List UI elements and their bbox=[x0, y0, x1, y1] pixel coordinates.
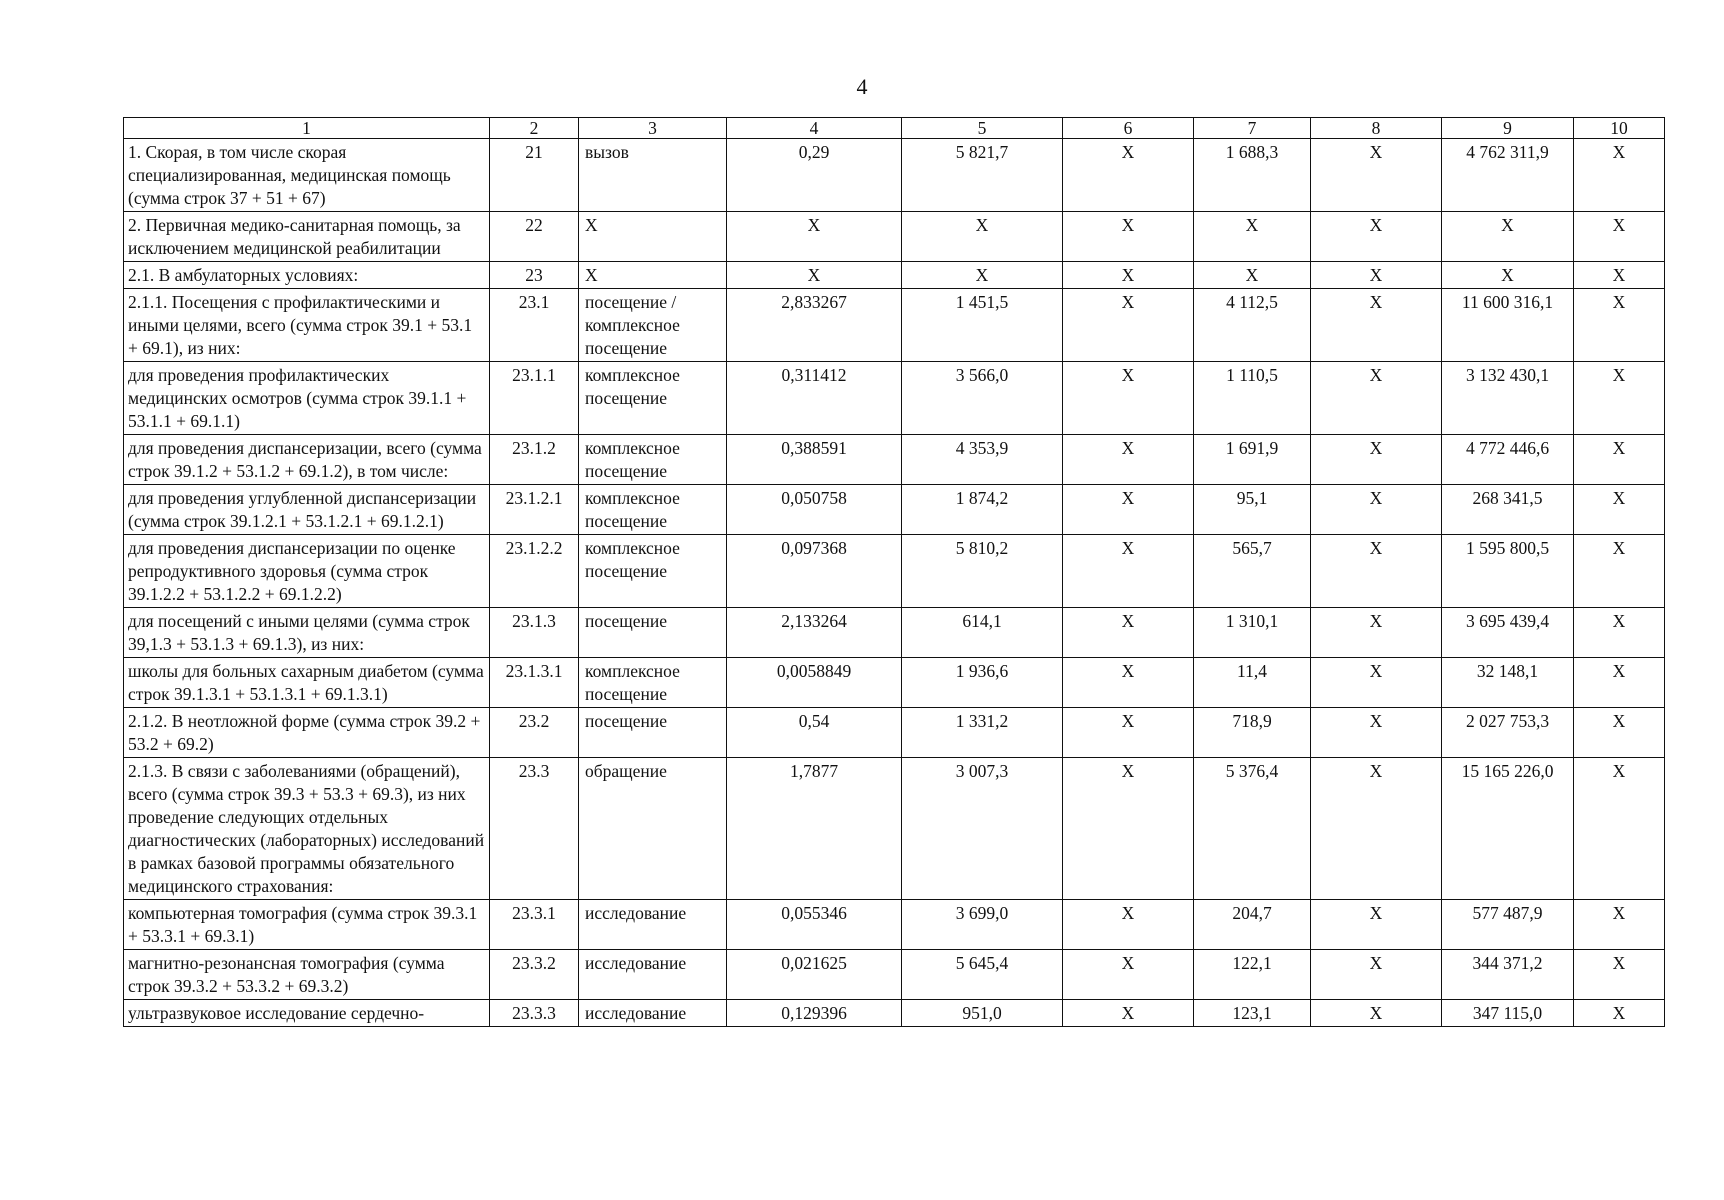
row-col7-cell: 1 688,3 bbox=[1194, 139, 1311, 212]
row-col10-cell: X bbox=[1574, 535, 1665, 608]
row-col9-cell: 11 600 316,1 bbox=[1442, 289, 1574, 362]
data-table bbox=[123, 117, 1665, 1027]
row-col5-cell: 1 936,6 bbox=[902, 658, 1063, 708]
row-col4-cell: X bbox=[727, 212, 902, 262]
row-col5-cell: 5 821,7 bbox=[902, 139, 1063, 212]
table-row bbox=[124, 900, 1665, 950]
row-col6-cell: X bbox=[1063, 1000, 1194, 1027]
table-row bbox=[124, 485, 1665, 535]
row-code-cell: 23.1.2.1 bbox=[490, 485, 579, 535]
page-number: 4 bbox=[856, 74, 868, 99]
row-name-cell: 2.1.1. Посещения с профилактическими и иными целями, всего (сумма строк 39.1 + 53.1 + 69.1), из них: bbox=[124, 289, 490, 362]
row-code-cell: 23.2 bbox=[490, 708, 579, 758]
row-unit-cell: посещение bbox=[579, 708, 727, 758]
row-col10-cell: X bbox=[1574, 950, 1665, 1000]
row-col8-cell: X bbox=[1311, 212, 1442, 262]
row-col10-cell: X bbox=[1574, 658, 1665, 708]
row-code-cell: 22 bbox=[490, 212, 579, 262]
table-row bbox=[124, 758, 1665, 900]
row-col5-cell: 3 566,0 bbox=[902, 362, 1063, 435]
table-row bbox=[124, 362, 1665, 435]
row-col10-cell: X bbox=[1574, 289, 1665, 362]
row-name-cell: 2.1.3. В связи с заболеваниями (обращений), всего (сумма строк 39.3 + 53.3 + 69.3), из них проведение следующих отдельных диагностических (лабораторных) исследований в рамках базовой программы обязательного медицинского страхования: bbox=[124, 758, 490, 900]
header-cell-3: 3 bbox=[579, 118, 727, 139]
table-row bbox=[124, 212, 1665, 262]
row-name-cell: ультразвуковое исследование сердечно- bbox=[124, 1000, 490, 1027]
table-row bbox=[124, 435, 1665, 485]
row-unit-cell: посещение bbox=[579, 608, 727, 658]
row-col7-cell: 5 376,4 bbox=[1194, 758, 1311, 900]
header-cell-5: 5 bbox=[902, 118, 1063, 139]
row-col4-cell: 0,388591 bbox=[727, 435, 902, 485]
row-code-cell: 23.3.2 bbox=[490, 950, 579, 1000]
row-col7-cell: 1 310,1 bbox=[1194, 608, 1311, 658]
table-row bbox=[124, 950, 1665, 1000]
row-col10-cell: X bbox=[1574, 139, 1665, 212]
header-cell-2: 2 bbox=[490, 118, 579, 139]
row-unit-cell: комплексное посещение bbox=[579, 535, 727, 608]
row-col9-cell: 1 595 800,5 bbox=[1442, 535, 1574, 608]
row-col5-cell: 5 645,4 bbox=[902, 950, 1063, 1000]
row-col9-cell: 32 148,1 bbox=[1442, 658, 1574, 708]
row-col4-cell: X bbox=[727, 262, 902, 289]
row-col10-cell: X bbox=[1574, 485, 1665, 535]
row-unit-cell: посещение / комплексное посещение bbox=[579, 289, 727, 362]
row-name-cell: 2.1. В амбулаторных условиях: bbox=[124, 262, 490, 289]
row-col8-cell: X bbox=[1311, 950, 1442, 1000]
row-col7-cell: 1 691,9 bbox=[1194, 435, 1311, 485]
row-name-cell: для проведения диспансеризации, всего (сумма строк 39.1.2 + 53.1.2 + 69.1.2), в том числе: bbox=[124, 435, 490, 485]
row-name-cell: для посещений с иными целями (сумма строк 39,1.3 + 53.1.3 + 69.1.3), из них: bbox=[124, 608, 490, 658]
row-unit-cell: исследование bbox=[579, 950, 727, 1000]
row-col5-cell: X bbox=[902, 212, 1063, 262]
row-code-cell: 23.3.3 bbox=[490, 1000, 579, 1027]
row-col4-cell: 2,833267 bbox=[727, 289, 902, 362]
row-col7-cell: 204,7 bbox=[1194, 900, 1311, 950]
row-unit-cell: обращение bbox=[579, 758, 727, 900]
row-code-cell: 23.1.3 bbox=[490, 608, 579, 658]
row-col10-cell: X bbox=[1574, 212, 1665, 262]
row-col7-cell: 11,4 bbox=[1194, 658, 1311, 708]
row-col4-cell: 2,133264 bbox=[727, 608, 902, 658]
row-name-cell: магнитно-резонансная томография (сумма строк 39.3.2 + 53.3.2 + 69.3.2) bbox=[124, 950, 490, 1000]
row-col8-cell: X bbox=[1311, 1000, 1442, 1027]
row-col10-cell: X bbox=[1574, 1000, 1665, 1027]
row-code-cell: 23.1.3.1 bbox=[490, 658, 579, 708]
table-row bbox=[124, 708, 1665, 758]
header-cell-7: 7 bbox=[1194, 118, 1311, 139]
row-col7-cell: X bbox=[1194, 212, 1311, 262]
row-col9-cell: 268 341,5 bbox=[1442, 485, 1574, 535]
row-col7-cell: X bbox=[1194, 262, 1311, 289]
row-name-cell: для проведения углубленной диспансеризации (сумма строк 39.1.2.1 + 53.1.2.1 + 69.1.2.1) bbox=[124, 485, 490, 535]
row-col4-cell: 0,055346 bbox=[727, 900, 902, 950]
row-col5-cell: 4 353,9 bbox=[902, 435, 1063, 485]
table-row bbox=[124, 658, 1665, 708]
row-name-cell: школы для больных сахарным диабетом (сумма строк 39.1.3.1 + 53.1.3.1 + 69.1.3.1) bbox=[124, 658, 490, 708]
row-col7-cell: 123,1 bbox=[1194, 1000, 1311, 1027]
row-col5-cell: 1 874,2 bbox=[902, 485, 1063, 535]
row-code-cell: 23.3.1 bbox=[490, 900, 579, 950]
table-row bbox=[124, 139, 1665, 212]
row-col4-cell: 0,129396 bbox=[727, 1000, 902, 1027]
row-col5-cell: X bbox=[902, 262, 1063, 289]
row-col8-cell: X bbox=[1311, 708, 1442, 758]
row-col7-cell: 565,7 bbox=[1194, 535, 1311, 608]
header-cell-6: 6 bbox=[1063, 118, 1194, 139]
row-col5-cell: 3 007,3 bbox=[902, 758, 1063, 900]
row-col9-cell: 3 132 430,1 bbox=[1442, 362, 1574, 435]
row-unit-cell: комплексное посещение bbox=[579, 658, 727, 708]
row-col5-cell: 1 451,5 bbox=[902, 289, 1063, 362]
row-name-cell: для проведения диспансеризации по оценке репродуктивного здоровья (сумма строк 39.1.2.2 + 53.1.2.2 + 69.1.2.2) bbox=[124, 535, 490, 608]
row-col7-cell: 95,1 bbox=[1194, 485, 1311, 535]
row-col6-cell: X bbox=[1063, 608, 1194, 658]
row-col6-cell: X bbox=[1063, 900, 1194, 950]
row-code-cell: 21 bbox=[490, 139, 579, 212]
row-unit-cell: комплексное посещение bbox=[579, 435, 727, 485]
row-col6-cell: X bbox=[1063, 139, 1194, 212]
row-col9-cell: 2 027 753,3 bbox=[1442, 708, 1574, 758]
row-col9-cell: X bbox=[1442, 262, 1574, 289]
row-col9-cell: 344 371,2 bbox=[1442, 950, 1574, 1000]
row-col7-cell: 1 110,5 bbox=[1194, 362, 1311, 435]
row-col9-cell: 4 772 446,6 bbox=[1442, 435, 1574, 485]
row-col5-cell: 1 331,2 bbox=[902, 708, 1063, 758]
row-col5-cell: 3 699,0 bbox=[902, 900, 1063, 950]
row-col4-cell: 0,021625 bbox=[727, 950, 902, 1000]
row-col8-cell: X bbox=[1311, 262, 1442, 289]
row-unit-cell: X bbox=[579, 212, 727, 262]
row-col6-cell: X bbox=[1063, 485, 1194, 535]
row-col8-cell: X bbox=[1311, 485, 1442, 535]
row-col9-cell: 347 115,0 bbox=[1442, 1000, 1574, 1027]
row-col9-cell: 4 762 311,9 bbox=[1442, 139, 1574, 212]
row-code-cell: 23.3 bbox=[490, 758, 579, 900]
row-col6-cell: X bbox=[1063, 212, 1194, 262]
header-cell-4: 4 bbox=[727, 118, 902, 139]
row-code-cell: 23 bbox=[490, 262, 579, 289]
row-unit-cell: комплексное посещение bbox=[579, 362, 727, 435]
row-col7-cell: 4 112,5 bbox=[1194, 289, 1311, 362]
row-col6-cell: X bbox=[1063, 435, 1194, 485]
row-col10-cell: X bbox=[1574, 900, 1665, 950]
row-unit-cell: комплексное посещение bbox=[579, 485, 727, 535]
table-container bbox=[123, 117, 1665, 1027]
row-col8-cell: X bbox=[1311, 758, 1442, 900]
row-col4-cell: 0,29 bbox=[727, 139, 902, 212]
row-col4-cell: 0,0058849 bbox=[727, 658, 902, 708]
row-col6-cell: X bbox=[1063, 362, 1194, 435]
row-col4-cell: 0,54 bbox=[727, 708, 902, 758]
row-col8-cell: X bbox=[1311, 900, 1442, 950]
row-col4-cell: 0,311412 bbox=[727, 362, 902, 435]
row-col9-cell: 3 695 439,4 bbox=[1442, 608, 1574, 658]
row-col9-cell: X bbox=[1442, 212, 1574, 262]
row-col10-cell: X bbox=[1574, 262, 1665, 289]
table-row bbox=[124, 535, 1665, 608]
row-col6-cell: X bbox=[1063, 289, 1194, 362]
row-col4-cell: 0,097368 bbox=[727, 535, 902, 608]
row-unit-cell: исследование bbox=[579, 900, 727, 950]
row-col10-cell: X bbox=[1574, 708, 1665, 758]
row-col6-cell: X bbox=[1063, 758, 1194, 900]
table-row bbox=[124, 1000, 1665, 1027]
row-col9-cell: 15 165 226,0 bbox=[1442, 758, 1574, 900]
row-name-cell: 2. Первичная медико-санитарная помощь, за исключением медицинской реабилитации bbox=[124, 212, 490, 262]
header-cell-9: 9 bbox=[1442, 118, 1574, 139]
row-col6-cell: X bbox=[1063, 658, 1194, 708]
row-col4-cell: 0,050758 bbox=[727, 485, 902, 535]
row-col8-cell: X bbox=[1311, 608, 1442, 658]
row-name-cell: для проведения профилактических медицинских осмотров (сумма строк 39.1.1 + 53.1.1 + 69.1.1) bbox=[124, 362, 490, 435]
row-name-cell: 2.1.2. В неотложной форме (сумма строк 39.2 + 53.2 + 69.2) bbox=[124, 708, 490, 758]
row-col7-cell: 718,9 bbox=[1194, 708, 1311, 758]
row-col6-cell: X bbox=[1063, 950, 1194, 1000]
header-cell-1: 1 bbox=[124, 118, 490, 139]
row-col10-cell: X bbox=[1574, 362, 1665, 435]
row-col10-cell: X bbox=[1574, 608, 1665, 658]
row-col6-cell: X bbox=[1063, 262, 1194, 289]
row-col8-cell: X bbox=[1311, 435, 1442, 485]
row-col5-cell: 5 810,2 bbox=[902, 535, 1063, 608]
row-col8-cell: X bbox=[1311, 362, 1442, 435]
row-col6-cell: X bbox=[1063, 535, 1194, 608]
row-col5-cell: 951,0 bbox=[902, 1000, 1063, 1027]
row-col7-cell: 122,1 bbox=[1194, 950, 1311, 1000]
row-col8-cell: X bbox=[1311, 139, 1442, 212]
row-name-cell: компьютерная томография (сумма строк 39.3.1 + 53.3.1 + 69.3.1) bbox=[124, 900, 490, 950]
row-col10-cell: X bbox=[1574, 758, 1665, 900]
row-code-cell: 23.1.2 bbox=[490, 435, 579, 485]
row-unit-cell: X bbox=[579, 262, 727, 289]
row-code-cell: 23.1.1 bbox=[490, 362, 579, 435]
row-unit-cell: исследование bbox=[579, 1000, 727, 1027]
row-col5-cell: 614,1 bbox=[902, 608, 1063, 658]
row-unit-cell: вызов bbox=[579, 139, 727, 212]
row-code-cell: 23.1.2.2 bbox=[490, 535, 579, 608]
row-col8-cell: X bbox=[1311, 535, 1442, 608]
header-cell-8: 8 bbox=[1311, 118, 1442, 139]
row-col9-cell: 577 487,9 bbox=[1442, 900, 1574, 950]
table-row bbox=[124, 262, 1665, 289]
table-row bbox=[124, 289, 1665, 362]
row-col6-cell: X bbox=[1063, 708, 1194, 758]
header-cell-10: 10 bbox=[1574, 118, 1665, 139]
row-col8-cell: X bbox=[1311, 658, 1442, 708]
row-col4-cell: 1,7877 bbox=[727, 758, 902, 900]
row-col10-cell: X bbox=[1574, 435, 1665, 485]
row-col8-cell: X bbox=[1311, 289, 1442, 362]
row-name-cell: 1. Скорая, в том числе скорая специализированная, медицинская помощь (сумма строк 37 + 51 + 67) bbox=[124, 139, 490, 212]
header-row bbox=[124, 118, 1665, 139]
row-code-cell: 23.1 bbox=[490, 289, 579, 362]
table-row bbox=[124, 608, 1665, 658]
